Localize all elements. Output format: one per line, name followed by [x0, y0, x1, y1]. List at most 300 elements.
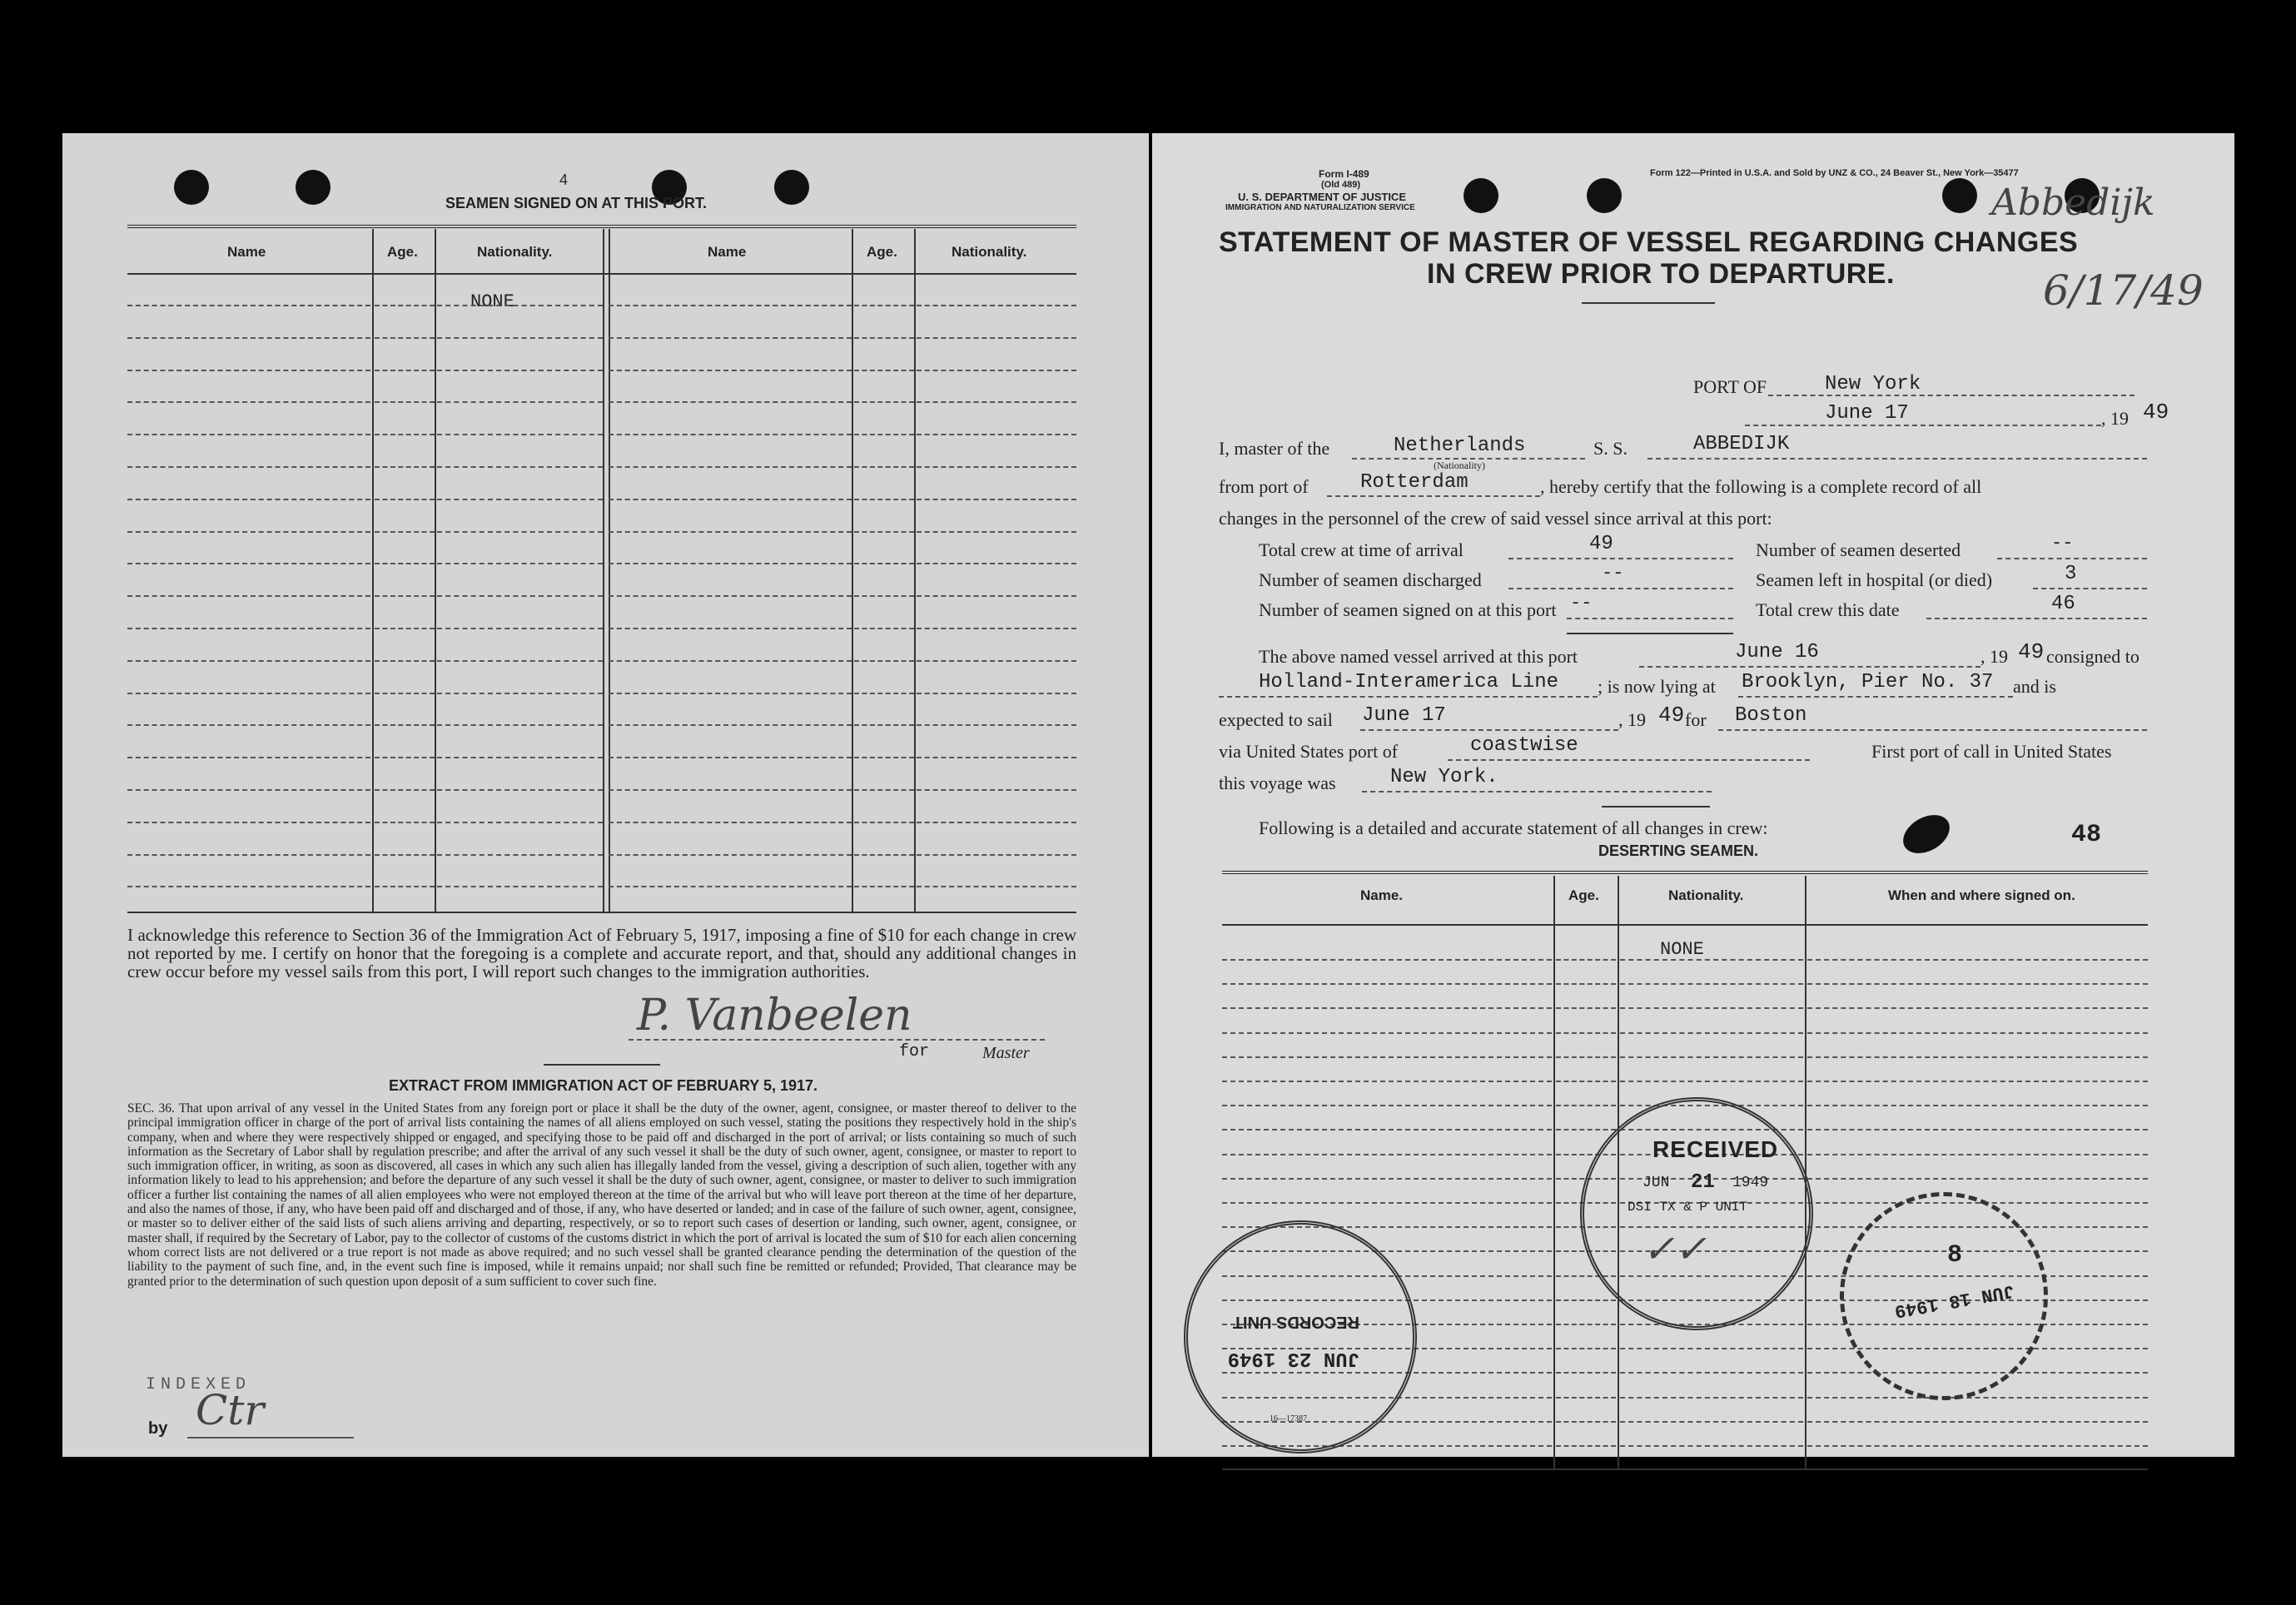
signed-on-entry: NONE [470, 291, 514, 312]
table-row-line [917, 854, 1076, 856]
table-row-line [1556, 1445, 1616, 1447]
table-row-line [375, 370, 435, 371]
table-row-line [127, 434, 370, 435]
expected-year-prefix: , 19 [1618, 709, 1646, 730]
table-row-line [917, 886, 1076, 887]
table-row-line [1556, 983, 1616, 985]
via-label: via United States port of [1219, 741, 1399, 762]
first-port-line [1362, 791, 1712, 793]
table-row-line [917, 563, 1076, 564]
deserting-table-top [1222, 871, 2148, 874]
table-row-line [127, 660, 370, 662]
col-header-name: Name. [1360, 887, 1404, 903]
table-row-line [1620, 1007, 1803, 1009]
table-row-line [609, 854, 852, 856]
section-36-text: SEC. 36. That upon arrival of any vessel in the United States from any foreign port or place it shall be the duty of the owner, agent, consignee, or master thereof to deliver to the principal immigration officer in charge of the port of arrival lists containing the names of all aliens employed on such vessel, stating the positions they respectively hold in the ship's company, when and where they were respectively shipped or engaged, and specifying those to be paid off and discharged in the port of arrival; or lists containing so much of such information as the Secretary of Labor shall by regulation prescribe; and after the arrival of any such vessel it shall be the duty of such owner, agent, consignee, or master to report to such immigration officer, in writing, as soon as discovered, all cases in which any such alien has illegally landed from the vessel, giving a description of such alien, together with any information likely to lead to his apprehension; and before the departure of any such vessel it shall be the duty of such owner, agent, consignee, or master to deliver to such immigration officer a further list containing the names of all alien employees who were not employed thereon at the time of the arrival but who will leave port thereon at the time of her departure, and also the names of those, if any, who have been paid off and discharged and of those, if any, who have deserted or landed; and in case of the failure of such owner, agent, consignee, or master so to deliver either of the said lists of such aliens arriving and departing, respectively, or so to report such cases of desertion or landing, such owner, agent, consignee, or master shall, if required by the Secretary of Labor, pay to the collector of customs of the customs district in which the port of arrival is located the sum of $10 for each alien concerning whom correct lists are not delivered or a true report is not made as above required; and no such vessel shall be granted clearance pending the determination of the question of the liability to the payment of such fine, and, in the event such fine is imposed, while it remains unpaid; nor shall such fine be remitted or refunded; Provided, That clearance may be granted prior to the determination of such question upon deposit of a sum sufficient to cover such fine. [127, 1101, 1076, 1289]
port-value: New York [1825, 373, 1921, 395]
third-stamp-date: JUN 18 1949 [1892, 1280, 2016, 1322]
discharged-line [1508, 588, 1733, 589]
table-row-line [1222, 1129, 1552, 1130]
table-row-line [854, 886, 914, 887]
indexer-line [187, 1437, 354, 1439]
table-row-line [375, 886, 435, 887]
table-row-line [375, 724, 435, 726]
table-row-line [1620, 1445, 1803, 1447]
table-row-line [127, 531, 370, 533]
table-row-line [375, 854, 435, 856]
table-row-line [854, 370, 914, 371]
nationality-caption: (Nationality) [1434, 460, 1485, 471]
signature-line [629, 1039, 1045, 1041]
table-row-line [437, 628, 603, 629]
table-row-line [127, 724, 370, 726]
master-label: Master [982, 1044, 1030, 1062]
table-row-line [1620, 959, 1803, 961]
table-row-line [1807, 1007, 2148, 1009]
table-row-line [854, 531, 914, 533]
punch-hole [1464, 178, 1498, 213]
discharged-value: -- [1602, 563, 1624, 584]
table-row-line [854, 822, 914, 823]
deserted-line [1997, 558, 2147, 559]
from-port-label: from port of [1219, 476, 1309, 497]
discharged-label: Number of seamen discharged [1259, 569, 1482, 590]
table-row-line [127, 337, 370, 339]
table-row-line [437, 660, 603, 662]
total-crew-date-value: 46 [2051, 593, 2075, 615]
deserting-table-bottom [1222, 1468, 2148, 1470]
destination-line [1718, 729, 2147, 731]
title-rule [1582, 302, 1715, 304]
table-row-line [1620, 1421, 1803, 1423]
table-row-line [1222, 1056, 1552, 1058]
table-row-line [437, 370, 603, 371]
table-row-line [854, 401, 914, 403]
table-row-line [437, 854, 603, 856]
table-row-line [854, 724, 914, 726]
signed-on-label: Number of seamen signed on at this port [1259, 599, 1557, 620]
table-row-line [917, 595, 1076, 597]
col-divider-double [603, 229, 610, 912]
table-row-line [127, 886, 370, 887]
page-number: 4 [559, 171, 569, 188]
table-row-line [854, 595, 914, 597]
col-divider [852, 229, 853, 912]
table-row-line [854, 693, 914, 694]
total-crew-arrival-label: Total crew at time of arrival [1259, 539, 1464, 560]
table-row-line [375, 595, 435, 597]
first-port-label: First port of call in United States [1871, 741, 2112, 762]
table-row-line [1222, 1105, 1552, 1106]
section-rule [544, 1064, 660, 1066]
table-row-line [609, 434, 852, 435]
and-is-label: and is [2013, 676, 2056, 697]
table-row-line [854, 337, 914, 339]
table-header-rule [127, 273, 1076, 275]
arrived-line [1639, 666, 1980, 668]
printer-note: Form 122—Printed in U.S.A. and Sold by UNZ & CO., 24 Beaver St., New York—35477 [1650, 168, 2019, 178]
received-title: RECEIVED [1652, 1136, 1779, 1162]
table-row-line [609, 789, 852, 791]
form-old-number: (Old 489) [1321, 180, 1361, 190]
arrived-year-prefix: , 19 [1980, 646, 2008, 667]
this-voyage-label: this voyage was [1219, 773, 1336, 793]
col-divider [372, 229, 374, 912]
table-row-line [1807, 1081, 2148, 1082]
table-row-line [127, 854, 370, 856]
table-row-line [1620, 1056, 1803, 1058]
table-row-line [609, 563, 852, 564]
table-row-line [127, 499, 370, 500]
table-row-line [609, 628, 852, 629]
table-row-line [127, 789, 370, 791]
records-unit-label: RECORDS UNIT [1232, 1313, 1359, 1331]
for-label-2: for [1685, 709, 1707, 730]
table-row-line [127, 466, 370, 468]
table-row-line [127, 595, 370, 597]
table-row-line [1222, 1032, 1552, 1034]
table-row-line [1556, 1372, 1616, 1374]
table-row-line [1556, 1105, 1616, 1106]
table-row-line [127, 757, 370, 758]
year-value: 49 [2143, 400, 2169, 425]
form-title-line2: IN CREW PRIOR TO DEPARTURE. [1427, 258, 1895, 290]
table-row-line [917, 499, 1076, 500]
deserting-entry: NONE [1660, 939, 1704, 960]
received-day: 21 [1691, 1171, 1715, 1194]
col-divider [914, 229, 916, 912]
table-row-line [1556, 1081, 1616, 1082]
table-top-rule [127, 225, 1076, 228]
total-crew-arrival-value: 49 [1589, 533, 1613, 555]
punch-hole [296, 170, 330, 205]
col-header-nationality-2: Nationality. [952, 244, 1027, 260]
table-row-line [1807, 1105, 2148, 1106]
table-row-line [1222, 1007, 1552, 1009]
third-stamp-digit: 8 [1947, 1241, 1963, 1270]
col-header-nationality: Nationality. [1668, 887, 1744, 903]
total-crew-arrival-line [1508, 558, 1733, 559]
table-row-line [854, 628, 914, 629]
date-line [1745, 425, 2101, 426]
punch-hole [174, 170, 209, 205]
via-line [1448, 759, 1810, 761]
records-unit-stamp [1184, 1220, 1417, 1453]
table-row-line [1807, 1056, 2148, 1058]
expected-value: June 17 [1362, 704, 1446, 727]
nationality-value: Netherlands [1394, 435, 1526, 457]
table-row-line [437, 337, 603, 339]
expected-year: 49 [1658, 703, 1685, 728]
table-row-line [1807, 1154, 2148, 1155]
voyage-underline [1602, 806, 1710, 807]
table-row-line [375, 693, 435, 694]
table-row-line [1807, 1421, 2148, 1423]
table-row-line [375, 466, 435, 468]
table-row-line [1556, 959, 1616, 961]
table-row-line [609, 337, 852, 339]
table-row-line [1222, 1081, 1552, 1082]
certify-text: , hereby certify that the following is a complete record of all [1540, 476, 1982, 497]
table-row-line [437, 789, 603, 791]
table-row-line [437, 434, 603, 435]
deserted-value: -- [2051, 533, 2074, 554]
table-row-line [1807, 1178, 2148, 1180]
received-month: JUN [1642, 1175, 1670, 1191]
table-row-line [437, 724, 603, 726]
deserted-label: Number of seamen deserted [1756, 539, 1961, 560]
signed-on-line [1567, 618, 1733, 619]
received-office: DSI TX & P UNIT [1628, 1200, 1748, 1215]
margin-number: 48 [2071, 821, 2102, 849]
table-row-line [917, 693, 1076, 694]
table-row-line [437, 305, 603, 306]
table-row-line [917, 628, 1076, 629]
table-row-line [437, 693, 603, 694]
table-row-line [609, 401, 852, 403]
from-port-value: Rotterdam [1360, 471, 1469, 494]
ink-blot [1896, 807, 1956, 862]
table-bottom-rule [127, 912, 1076, 913]
table-row-line [1807, 1445, 2148, 1447]
table-row-line [127, 563, 370, 564]
table-row-line [1620, 1348, 1803, 1349]
arrived-value: June 16 [1735, 641, 1819, 663]
hospital-line [2033, 588, 2147, 589]
table-row-line [609, 595, 852, 597]
table-row-line [917, 401, 1076, 403]
table-row-line [437, 886, 603, 887]
table-row-line [917, 305, 1076, 306]
lying-value: Brooklyn, Pier No. 37 [1742, 671, 1994, 693]
destination-value: Boston [1735, 704, 1807, 727]
table-row-line [1807, 983, 2148, 985]
table-row-line [375, 563, 435, 564]
form-title-line1: STATEMENT OF MASTER OF VESSEL REGARDING CHANGES [1219, 226, 2079, 258]
table-row-line [437, 531, 603, 533]
table-row-line [127, 693, 370, 694]
indexer-initials: Ctr [196, 1386, 265, 1434]
handwritten-date: 6/17/49 [2043, 266, 2204, 315]
table-row-line [375, 434, 435, 435]
table-row-line [854, 854, 914, 856]
table-row-line [437, 563, 603, 564]
table-row-line [1222, 1178, 1552, 1180]
table-row-line [437, 466, 603, 468]
left-page [62, 133, 1149, 1457]
col-header-nationality: Nationality. [477, 244, 553, 260]
table-row-line [609, 305, 852, 306]
consignee-line [1219, 696, 1598, 698]
col-header-age: Age. [1568, 887, 1599, 903]
ss-label: S. S. [1593, 438, 1628, 459]
master-of-label: I, master of the [1219, 438, 1330, 459]
col-header-name: Name [227, 244, 266, 260]
acknowledgement-text: I acknowledge this reference to Section 36 of the Immigration Act of February 5, 1917, imposing a fine of $10 for each change in crew not reported by me. I certify on honor that the foregoing is a complete and accurate report, and that, should any additional changes in crew occur before my vessel sails from this port, I will report such changes to the immigration authorities. [127, 925, 1076, 981]
table-row-line [375, 337, 435, 339]
table-row-line [917, 724, 1076, 726]
table-row-line [1620, 1372, 1803, 1374]
table-row-line [375, 757, 435, 758]
hospital-value: 3 [2065, 563, 2077, 585]
table-row-line [917, 789, 1076, 791]
table-row-line [854, 434, 914, 435]
table-row-line [1620, 1032, 1803, 1034]
table-row-line [917, 757, 1076, 758]
signed-on-underline [1567, 633, 1733, 634]
table-row-line [609, 822, 852, 823]
table-row-line [609, 531, 852, 533]
table-row-line [375, 660, 435, 662]
col-header-age: Age. [387, 244, 418, 260]
extract-title: EXTRACT FROM IMMIGRATION ACT OF FEBRUARY 5, 1917. [389, 1077, 818, 1094]
table-row-line [1620, 1081, 1803, 1082]
expected-label: expected to sail [1219, 709, 1333, 730]
lying-line [1738, 696, 2013, 698]
table-row-line [437, 595, 603, 597]
table-row-line [609, 466, 852, 468]
punch-hole [1942, 178, 1977, 213]
deserting-header-rule [1222, 924, 2148, 926]
table-row-line [375, 401, 435, 403]
arrived-label: The above named vessel arrived at this port [1259, 646, 1578, 667]
table-row-line [917, 434, 1076, 435]
total-crew-date-label: Total crew this date [1756, 599, 1900, 620]
table-row-line [1807, 1032, 2148, 1034]
table-row-line [609, 693, 852, 694]
deserting-title: DESERTING SEAMEN. [1598, 842, 1759, 859]
total-crew-date-line [1926, 618, 2147, 619]
service: IMMIGRATION AND NATURALIZATION SERVICE [1225, 203, 1415, 212]
table-row-line [375, 305, 435, 306]
table-row-line [127, 370, 370, 371]
table-row-line [917, 660, 1076, 662]
department: U. S. DEPARTMENT OF JUSTICE [1238, 191, 1406, 203]
table-row-line [1556, 1007, 1616, 1009]
table-row-line [1807, 1129, 2148, 1130]
form-number: Form I-489 [1319, 168, 1369, 180]
table-row-line [609, 757, 852, 758]
table-row-line [375, 822, 435, 823]
hospital-label: Seamen left in hospital (or died) [1756, 569, 1993, 590]
table-row-line [1556, 1032, 1616, 1034]
table-row-line [854, 660, 914, 662]
table-row-line [854, 563, 914, 564]
table-row-line [1807, 959, 2148, 961]
consigned-label: consigned to [2046, 646, 2139, 667]
port-line [1768, 395, 2134, 396]
table-row-line [609, 724, 852, 726]
col-divider [435, 229, 436, 912]
section-title: SEAMEN SIGNED ON AT THIS PORT. [445, 195, 708, 211]
table-row-line [1620, 1397, 1803, 1399]
port-label: PORT OF [1693, 376, 1767, 397]
table-row-line [917, 531, 1076, 533]
punch-hole [774, 170, 809, 205]
arrived-year: 49 [2018, 639, 2045, 664]
col-header-name-2: Name [708, 244, 747, 260]
changes-text: changes in the personnel of the crew of said vessel since arrival at this port: [1219, 508, 1772, 529]
table-row-line [437, 499, 603, 500]
handwritten-ship-name: Abbedijk [1991, 181, 2155, 224]
table-row-line [127, 305, 370, 306]
table-row-line [917, 466, 1076, 468]
first-port-value: New York. [1390, 766, 1498, 788]
table-row-line [854, 499, 914, 500]
table-row-line [1222, 1202, 1552, 1204]
for-label: for [899, 1042, 930, 1061]
third-stamp [1840, 1192, 2048, 1400]
table-row-line [1556, 1299, 1616, 1301]
table-row-line [375, 628, 435, 629]
table-row-line [609, 886, 852, 887]
lying-label: ; is now lying at [1598, 676, 1716, 697]
received-year: 1949 [1732, 1175, 1769, 1191]
table-row-line [854, 757, 914, 758]
received-initials-icon: ✓✓ [1642, 1226, 1707, 1271]
col-divider [1553, 876, 1555, 1468]
table-row-line [1222, 1154, 1552, 1155]
table-row-line [437, 822, 603, 823]
table-row-line [127, 401, 370, 403]
table-row-line [437, 757, 603, 758]
from-port-line [1327, 495, 1540, 497]
table-row-line [375, 789, 435, 791]
expected-line [1360, 729, 1618, 731]
table-row-line [1620, 983, 1803, 985]
table-row-line [1556, 1056, 1616, 1058]
col-header-signed-on: When and where signed on. [1888, 887, 2075, 903]
table-row-line [917, 337, 1076, 339]
records-unit-date: JUN 23 1949 [1227, 1347, 1359, 1369]
table-row-line [1556, 1397, 1616, 1399]
signed-on-value: -- [1570, 593, 1593, 614]
table-row-line [1807, 1397, 2148, 1399]
table-row-line [127, 628, 370, 629]
indexed-label: INDEXED [146, 1375, 251, 1394]
table-row-line [1556, 1421, 1616, 1423]
punch-hole [1587, 178, 1622, 213]
table-row-line [609, 660, 852, 662]
table-row-line [375, 531, 435, 533]
consignee-value: Holland-Interamerica Line [1259, 671, 1559, 693]
table-row-line [917, 370, 1076, 371]
table-row-line [854, 789, 914, 791]
col-header-age-2: Age. [867, 244, 897, 260]
table-row-line [1556, 1129, 1616, 1130]
table-row-line [437, 401, 603, 403]
via-value: coastwise [1470, 734, 1578, 757]
table-row-line [1222, 959, 1552, 961]
ship-line [1647, 458, 2147, 460]
following-label: Following is a detailed and accurate statement of all changes in crew: [1259, 817, 1768, 838]
table-row-line [854, 305, 914, 306]
by-label: by [148, 1419, 168, 1438]
received-stamp [1580, 1097, 1813, 1330]
table-row-line [375, 499, 435, 500]
date-value: June 17 [1825, 402, 1909, 425]
stamp-code: 16—17387 [1270, 1414, 1307, 1424]
table-row-line [917, 822, 1076, 823]
master-signature: P. Vanbeelen [637, 991, 912, 1041]
table-row-line [609, 499, 852, 500]
table-row-line [609, 370, 852, 371]
year-prefix: , 19 [2101, 408, 2129, 429]
table-row-line [1556, 1324, 1616, 1325]
table-row-line [127, 822, 370, 823]
ship-value: ABBEDIJK [1693, 433, 1790, 455]
table-row-line [854, 466, 914, 468]
